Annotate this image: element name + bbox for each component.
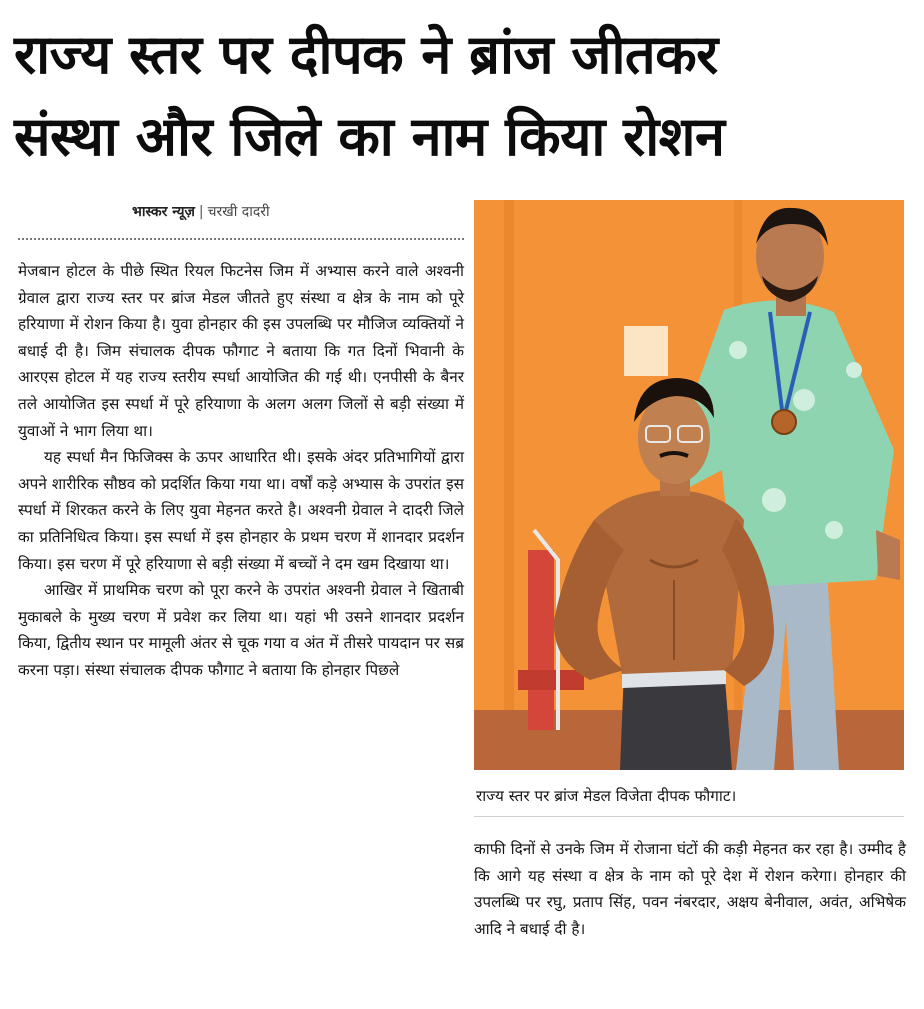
- wall-seam: [504, 200, 514, 770]
- byline: [132, 202, 270, 221]
- shirt-leaf: [762, 488, 786, 512]
- article-continuation: काफी दिनों से उनके जिम में रोजाना घंटों की कड़ी मेहनत कर रहा है। उम्मीद है कि आगे यह संस्था व क्षेत्र के नाम को पूरे देश में रोशन करेगा। होनहार की उपलब्धि पर रघु, प्रताप सिंह, पवन नंबरदार, अक्षय बेनीवाल, अवंत, अभिषेक आदि ने बधाई दी है।: [474, 840, 906, 938]
- shirt-leaf: [793, 389, 815, 411]
- byline-divider: [18, 238, 464, 240]
- article-paragraph-3: आखिर में प्राथमिक चरण को पूरा करने के उपरांत अश्वनी ग्रेवाल ने खिताबी मुकाबले के मुख्य चरण में प्रवेश कर लिया था। यहां भी उसने शानदार प्रदर्शन किया, द्वितीय स्थान पर मामूली अंतर से चूक गया व अंत में तीसरे पायदान पर सब्र करना पड़ा। संस्था संचालक दीपक फौगाट ने बताया कि होनहार पिछले: [18, 581, 464, 679]
- article-paragraph-1: मेजबान होटल के पीछे स्थित रियल फिटनेस जिम में अभ्यास करने वाले अश्वनी ग्रेवाल द्वारा राज्य स्तर पर ब्रांज मेडल जीतते हुए संस्था व क्षेत्र के नाम को पूरे हरियाणा में रोशन किया है। युवा होनहार की इस उपलब्धि पर मौजिज व्यक्तियों ने बधाई दी है। जिम संचालक दीपक फौगाट ने बताया कि गत दिनों भिवानी के आरएस होटल में यह राज्य स्तरीय स्पर्धा आयोजित की गई थी। एनपीसी के बैनर तले आयोजित इस स्पर्धा में पूरे हरियाणा के अलग अलग जिलों से बड़ी संख्या में युवाओं ने भाग लिया था।: [18, 262, 465, 440]
- byline-location: चरखी दादरी: [207, 204, 270, 220]
- shirt-leaf: [846, 362, 862, 378]
- article-paragraph-2: यह स्पर्धा मैन फिजिक्स के ऊपर आधारित थी। इसके अंदर प्रतिभागियों द्वारा अपने शारीरिक सौष्ठव को प्रदर्शित किया गया था। वर्षों कड़े अभ्यास के उपरांत इस स्पर्धा में शिरकत करने के लिए युवा मेहनत करते है। अश्वनी ग्रेवाल ने दादरी जिले का प्रतिनिधित्व किया। इस स्पर्धा में इस होनहार के प्रथम चरण में शानदार प्रदर्शन किया। इस चरण में पूरे हरियाणा से बड़ी संख्या में बच्चों ने दम खम दिखाया था।: [18, 448, 464, 573]
- byline-separator: |: [198, 204, 204, 220]
- red-chair-seat: [518, 670, 584, 690]
- headline-line-1: राज्य स्तर पर दीपक ने ब्रांज जीतकर: [14, 23, 718, 86]
- photo-illustration: [474, 200, 904, 770]
- article-body-left-column: [18, 258, 464, 684]
- caption-divider: [474, 816, 904, 817]
- photo-caption: राज्य स्तर पर ब्रांज मेडल विजेता दीपक फौगाट।: [476, 787, 737, 805]
- red-chair: [528, 550, 554, 730]
- byline-agency: भास्कर न्यूज़: [132, 204, 195, 220]
- wall-paper: [624, 326, 668, 376]
- article-body-right-column: [474, 836, 906, 942]
- news-photo: [474, 200, 904, 770]
- headline-line-2: संस्था और जिले का नाम किया रोशन: [14, 105, 725, 168]
- shirt-leaf: [729, 341, 747, 359]
- medal: [772, 410, 796, 434]
- shirt-leaf: [825, 521, 843, 539]
